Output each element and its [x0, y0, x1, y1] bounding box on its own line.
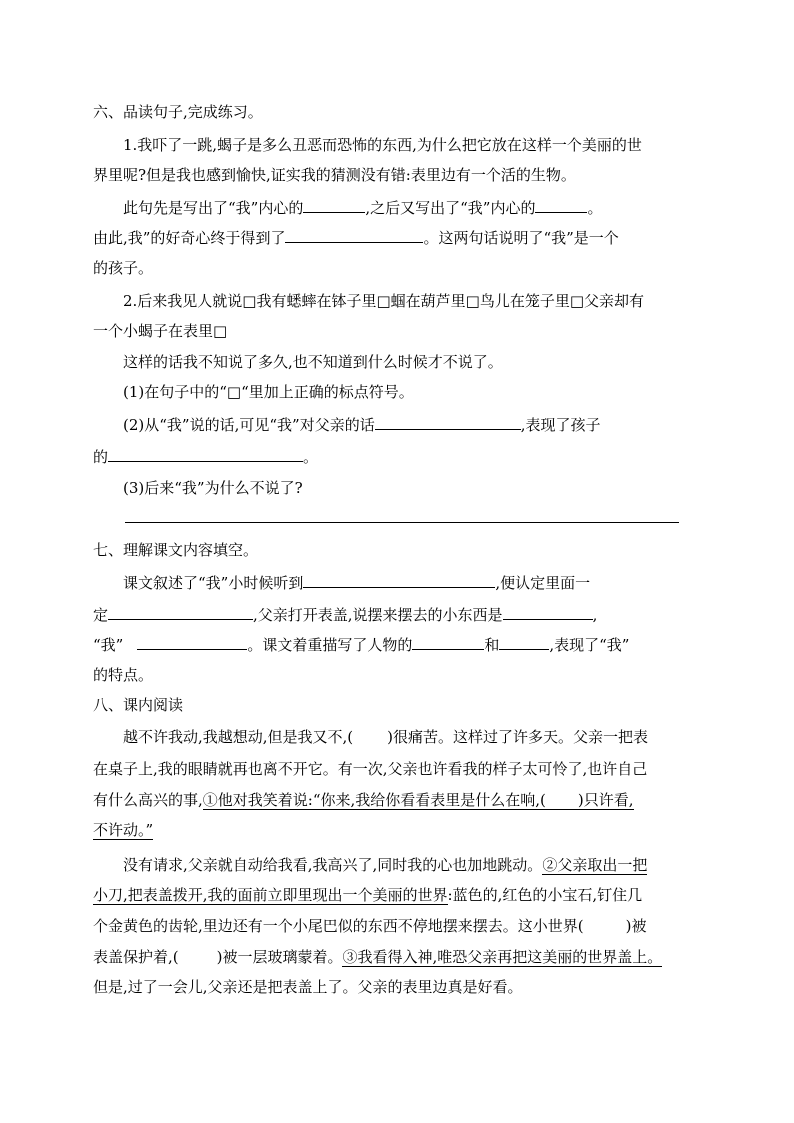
p1-line-1-text-a: 越不许我动,我越想动,但是我又不,(	[123, 728, 354, 746]
p1-line-3	[93, 790, 634, 810]
s7-line-3-text-d: ,表现了“我”	[549, 636, 630, 654]
q2-sub-2-text-d: 。	[303, 448, 319, 466]
s7-line-4: 的特点。	[93, 666, 154, 684]
p2-line-1-text-a: 没有请求,父亲就自动给我看,我高兴了,同时我的心也加地跳动。	[123, 856, 543, 874]
s7-line-3-text-a: “我”	[93, 636, 124, 654]
s7-line-1	[123, 572, 590, 593]
blank-11[interactable]	[499, 634, 549, 650]
q2-sub-3: (3)后来“我”为什么不说了?	[123, 479, 303, 497]
p2-line-1	[123, 855, 647, 875]
blank-4[interactable]	[375, 414, 521, 430]
p1-line-1	[123, 727, 648, 747]
q2-sub-2-cont	[93, 446, 318, 467]
s7-line-3-text-b: 。课文着重描写了人物的	[247, 636, 413, 654]
blank-9[interactable]	[137, 634, 247, 650]
q1-line-3-text-a: 此句先是写出了“我”内心的	[123, 199, 304, 217]
blank-8[interactable]	[503, 604, 593, 620]
q1-line-2: 界里呢?但是我也感到愉快,证实我的猜测没有错:表里边有一个活的生物。	[93, 166, 576, 184]
p2-line-3	[93, 916, 646, 936]
q1-line-4-text-b: 。这两句话说明了“我”是一个	[423, 229, 619, 247]
blank-3[interactable]	[285, 227, 423, 243]
s7-line-1-text-b: ,便认定里面一	[495, 574, 591, 592]
section-6-title: 六、品读句子,完成练习。	[93, 103, 263, 121]
blank-5[interactable]	[108, 446, 303, 462]
p2-line-3-text-b: )被	[625, 917, 647, 935]
s7-line-3	[93, 634, 629, 655]
s7-line-3-text-c: 和	[484, 636, 500, 654]
s7-line-2-text-c: ,	[592, 606, 598, 624]
q2-sub-1: (1)在句子中的“□“里加上正确的标点符号。	[123, 383, 414, 401]
p1-line-3-text-a: 有什么高兴的事,	[93, 791, 203, 809]
q1-line-4-text-a: 由此,我”的好奇心终于得到了	[93, 229, 286, 247]
p2-line-2-text-b: :蓝色的,红色的小宝石,钉住几	[447, 886, 643, 904]
s7-line-2-text-b: ,父亲打开表盖,说摆来摆去的小东西是	[253, 606, 503, 624]
q1-line-3-text-c: 。	[587, 199, 603, 217]
underlined-sentence-1	[203, 791, 634, 810]
p1-line-2: 在桌子上,我的眼睛就再也离不开它。有一次,父亲也许看我的样子太可怜了,也许自己	[93, 760, 648, 778]
p2-line-4	[93, 947, 662, 967]
q2-line-1: 2.后来我见人就说□我有蟋蟀在钵子里□蝈在葫芦里□鸟儿在笼子里□父亲却有	[123, 292, 645, 310]
q2-line-3: 这样的话我不知说了多久,也不知道到什么时候才不说了。	[123, 353, 503, 371]
q1-line-3-text-b: ,之后又写出了“我”内心的	[365, 199, 536, 217]
q2-sub-2	[123, 414, 600, 435]
p2-line-3-text-a: 个金黄色的齿轮,里边还有一个小尾巴似的东西不停地摆来摆去。这小世界(	[93, 917, 584, 935]
blank-6[interactable]	[303, 572, 495, 588]
section-8-title: 八、课内阅读	[93, 696, 184, 714]
p2-line-2	[93, 885, 642, 905]
answer-line[interactable]	[125, 522, 679, 523]
blank-2[interactable]	[535, 197, 587, 213]
q1-line-4	[93, 227, 619, 248]
section-7-title: 七、理解课文内容填空。	[93, 541, 259, 559]
p1-line-3-text-b: ①他对我笑着说:“你来,我给你看看表里是什么在响,(	[202, 791, 546, 809]
p1-line-1-text-b: )很痛苦。这样过了许多天。父亲一把表	[387, 728, 649, 746]
s7-line-2-text-a: 定	[93, 606, 109, 624]
q2-sub-2-text-c: 的	[93, 448, 109, 466]
p1-line-4	[93, 820, 153, 840]
blank-10[interactable]	[412, 634, 484, 650]
q1-line-3	[123, 197, 602, 218]
s7-line-2	[93, 604, 597, 625]
p2-line-5: 但是,过了一会儿,父亲还是把表盖上了。父亲的表里边真是好看。	[93, 978, 523, 996]
q2-line-2: 一个小蝎子在表里□	[93, 322, 228, 340]
blank-7[interactable]	[108, 604, 253, 620]
p1-line-3-text-c: )只许看,	[577, 791, 634, 809]
p2-line-4-text-b: )被一层玻璃蒙着。	[216, 948, 343, 966]
q2-sub-2-text-a: (2)从“我”说的话,可见“我”对父亲的话	[123, 416, 375, 434]
s7-line-1-text-a: 课文叙述了“我”小时候听到	[123, 574, 304, 592]
underlined-sentence-2: ②父亲取出一把	[542, 856, 648, 874]
p2-line-4-text-a: 表盖保护着,(	[93, 948, 179, 966]
q2-sub-2-text-b: ,表现了孩子	[520, 416, 601, 434]
q1-line-1: 1.我吓了一跳,蝎子是多么丑恶而恐怖的东西,为什么把它放在这样一个美丽的世	[123, 136, 642, 154]
underlined-sentence-3: ③我看得入神,唯恐父亲再把这美丽的世界盖上。	[342, 948, 663, 966]
underlined-sentence-1-end: 不许动。”	[93, 821, 154, 839]
blank-1[interactable]	[303, 197, 365, 213]
underlined-sentence-2-cont: 小刀,把表盖拨开,我的面前立即里现出一个美丽的世界	[93, 886, 448, 904]
q1-line-5: 的孩子。	[93, 259, 154, 277]
